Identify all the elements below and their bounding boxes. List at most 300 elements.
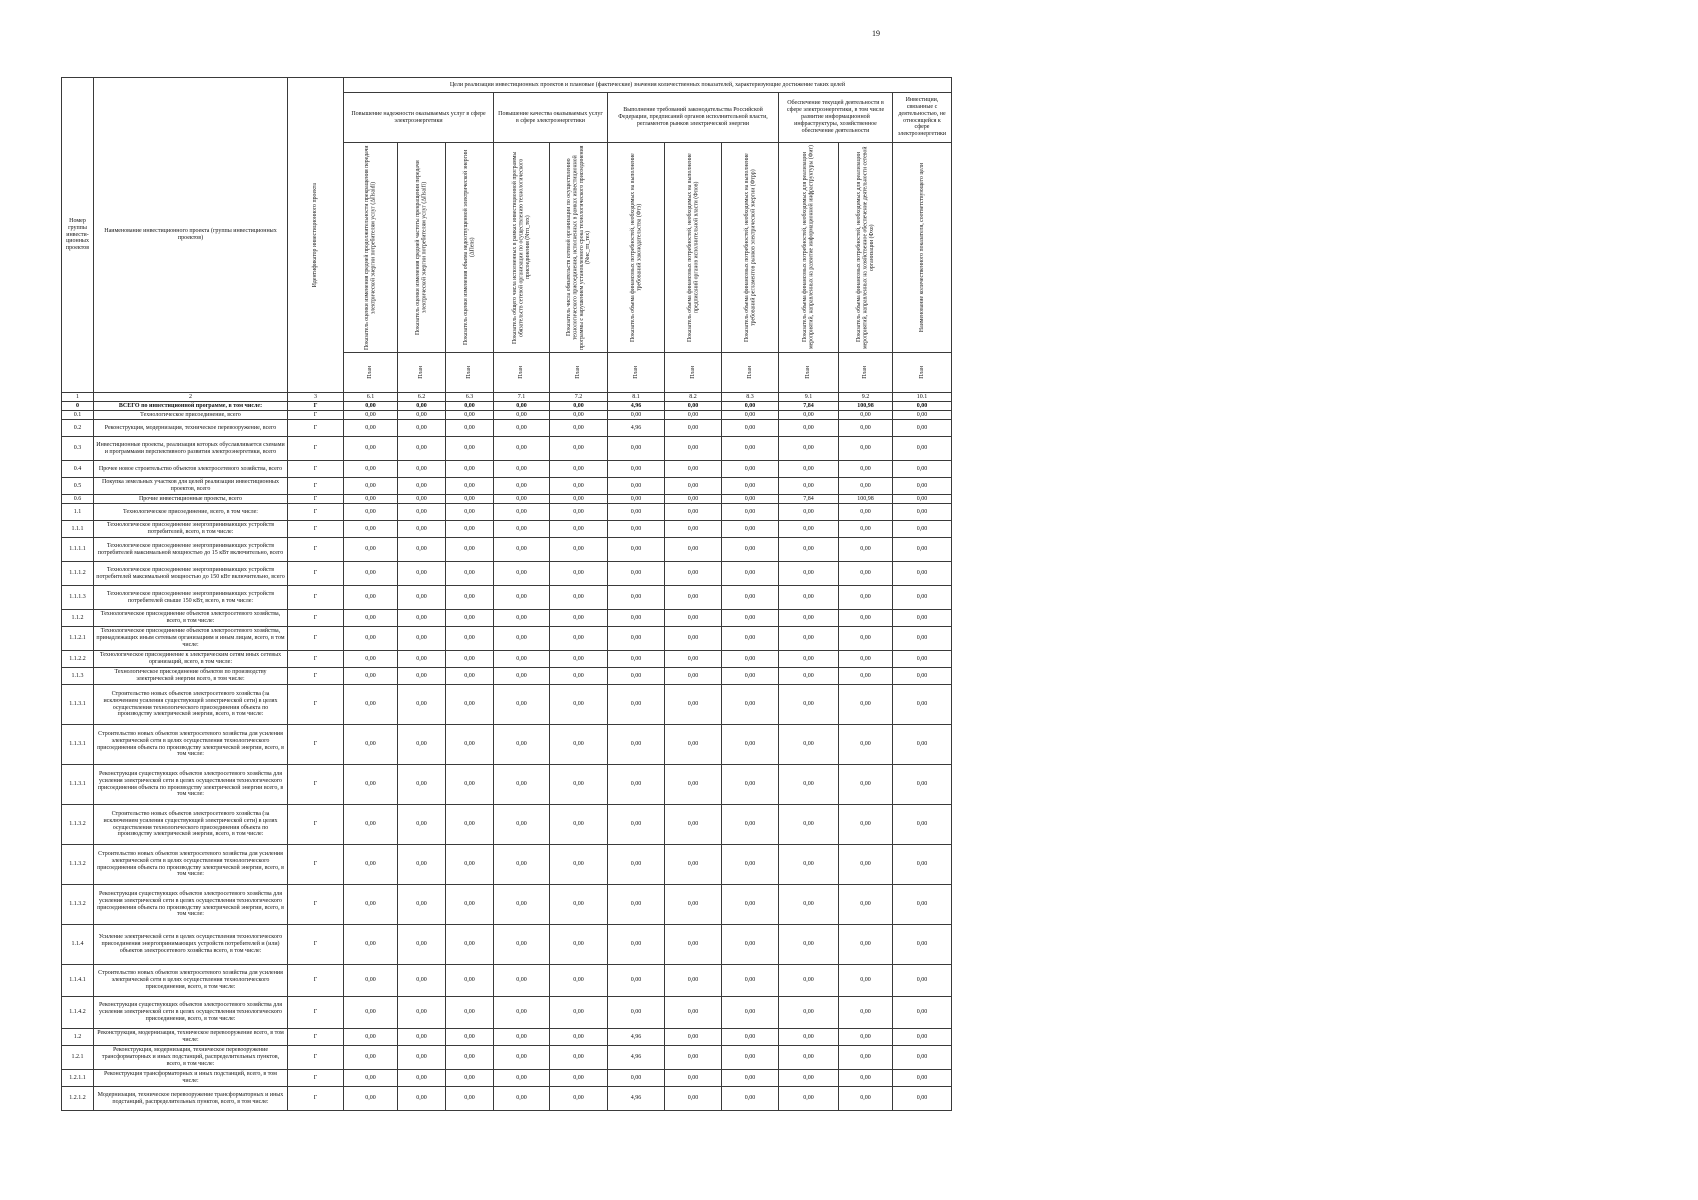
- row-value: 0,00: [839, 845, 893, 885]
- column-number: 6.3: [446, 393, 494, 402]
- row-value: 0,00: [344, 651, 398, 668]
- row-project-id: Г: [288, 411, 344, 420]
- row-value: 0,00: [665, 845, 722, 885]
- header-plan-1: План: [344, 353, 398, 393]
- row-value: 0,00: [608, 504, 665, 521]
- row-value: 0,00: [344, 885, 398, 925]
- row-value: 0,00: [665, 521, 722, 538]
- row-value: 0,00: [608, 845, 665, 885]
- row-value: 0,00: [722, 538, 779, 562]
- row-value: 0,00: [550, 997, 608, 1029]
- row-value: 0,00: [839, 925, 893, 965]
- header-indicator-1: Показатель оценки изменения средней продолжительности прекращения передачи электрической энергии потребителям услуг (ΔПsaidi): [344, 143, 398, 353]
- row-value: 0,00: [722, 765, 779, 805]
- table-row: [62, 627, 952, 651]
- row-value: 0,00: [893, 562, 952, 586]
- row-value: 0,00: [494, 411, 550, 420]
- row-value: 0,00: [722, 685, 779, 725]
- row-value: 4,96: [608, 420, 665, 437]
- row-value: 0,00: [722, 586, 779, 610]
- row-value: 0,00: [494, 538, 550, 562]
- row-project-id: Г: [288, 478, 344, 495]
- row-value: 0,00: [893, 538, 952, 562]
- row-value: 0,00: [446, 805, 494, 845]
- row-value: 0,00: [779, 725, 839, 765]
- row-value: 0,00: [446, 495, 494, 504]
- row-value: 0,00: [494, 504, 550, 521]
- row-value: 0,00: [665, 805, 722, 845]
- row-value: 0,00: [550, 1029, 608, 1046]
- row-value: 0,00: [608, 651, 665, 668]
- row-value: 0,00: [779, 885, 839, 925]
- row-value: 0,00: [893, 411, 952, 420]
- row-number: 1.1.3.2: [62, 845, 94, 885]
- row-value: 0,00: [893, 885, 952, 925]
- row-project-name: Усиление электрической сети в целях осуществления технологического присоединения энергопринимающих устройств потребителей и (или) объектов электросетевого хозяйства всего, в том числе:: [94, 925, 288, 965]
- header-plan-11: План: [893, 353, 952, 393]
- row-value: 0,00: [722, 437, 779, 461]
- row-value: 0,00: [665, 997, 722, 1029]
- row-value: 0,00: [494, 1070, 550, 1087]
- row-project-id: Г: [288, 805, 344, 845]
- row-value: 0,00: [779, 997, 839, 1029]
- row-value: 0,00: [550, 925, 608, 965]
- row-project-id: Г: [288, 437, 344, 461]
- row-number: 0.6: [62, 495, 94, 504]
- row-value: 0,00: [608, 965, 665, 997]
- row-value: 0,00: [608, 885, 665, 925]
- row-value: 0,00: [550, 411, 608, 420]
- row-value: 0,00: [722, 627, 779, 651]
- row-value: 0,00: [893, 495, 952, 504]
- row-value: 0,00: [550, 521, 608, 538]
- row-project-id: Г: [288, 725, 344, 765]
- row-project-name: Технологическое присоединение объектов по производству электрической энергии всего, в том числе:: [94, 668, 288, 685]
- row-project-name: Покупка земельных участков для целей реализации инвестиционных проектов, всего: [94, 478, 288, 495]
- row-value: 0,00: [344, 668, 398, 685]
- row-value: 0,00: [665, 1087, 722, 1111]
- row-value: 0,00: [398, 402, 446, 411]
- row-value: 0,00: [665, 538, 722, 562]
- row-value: 0,00: [722, 504, 779, 521]
- header-group-legislation: Выполнение требований законодательства Российской Федерации, предписаний органов исполнительной власти, регламентов рынков электрической энергии: [608, 93, 779, 143]
- row-value: 0,00: [608, 627, 665, 651]
- row-value: 0,00: [398, 538, 446, 562]
- row-project-name: ВСЕГО по инвестиционной программе, в том числе:: [94, 402, 288, 411]
- row-value: 0,00: [550, 1087, 608, 1111]
- table-row: [62, 437, 952, 461]
- row-value: 0,00: [893, 805, 952, 845]
- row-value: 0,00: [494, 420, 550, 437]
- row-value: 0,00: [839, 478, 893, 495]
- row-value: 0,00: [494, 1029, 550, 1046]
- row-project-id: Г: [288, 685, 344, 725]
- header-indicator-4: Показатель общего числа исполненных в рамках инвестиционной программы обязательств сетевой организации по осуществлению технологического присоединения (Nтп_тех): [494, 143, 550, 353]
- row-value: 4,96: [608, 1087, 665, 1111]
- table-row: [62, 845, 952, 885]
- row-project-name: Технологическое присоединение энергопринимающих устройств потребителей максимальной мощностью до 15 кВт включительно, всего: [94, 538, 288, 562]
- column-number: 6.2: [398, 393, 446, 402]
- row-project-id: Г: [288, 562, 344, 586]
- row-value: 0,00: [398, 885, 446, 925]
- row-value: 0,00: [665, 420, 722, 437]
- row-value: 0,00: [446, 538, 494, 562]
- row-value: 0,00: [344, 495, 398, 504]
- row-project-id: Г: [288, 495, 344, 504]
- table-row: [62, 562, 952, 586]
- row-value: 0,00: [722, 1087, 779, 1111]
- row-value: 0,00: [344, 461, 398, 478]
- table-row: [62, 521, 952, 538]
- header-group-operations: Обеспечение текущей деятельности в сфере электроэнергетики, в том числе развитие информационной инфраструктуры, хозяйственное обеспечение деятельности: [779, 93, 893, 143]
- row-value: 0,00: [722, 1046, 779, 1070]
- header-indicator-6: Показатель объема финансовых потребностей, необходимых на выполнение требований законодательства (Фтз): [608, 143, 665, 353]
- row-project-name: Технологическое присоединение энергопринимающих устройств потребителей, всего, в том числе:: [94, 521, 288, 538]
- row-value: 0,00: [893, 1087, 952, 1111]
- column-number: 8.1: [608, 393, 665, 402]
- row-value: 7,84: [779, 495, 839, 504]
- row-value: 0,00: [665, 411, 722, 420]
- column-number: 9.2: [839, 393, 893, 402]
- row-value: 0,00: [722, 805, 779, 845]
- row-number: 1.1.2.2: [62, 651, 94, 668]
- row-value: 0,00: [839, 538, 893, 562]
- row-value: 0,00: [608, 805, 665, 845]
- row-value: 0,00: [494, 437, 550, 461]
- header-plan-2: План: [398, 353, 446, 393]
- row-value: 0,00: [446, 1046, 494, 1070]
- row-value: 0,00: [398, 1070, 446, 1087]
- table-row: [62, 1029, 952, 1046]
- row-value: 0,00: [665, 504, 722, 521]
- row-value: 0,00: [494, 651, 550, 668]
- row-value: 0,00: [344, 504, 398, 521]
- row-project-name: Технологическое присоединение, всего, в том числе:: [94, 504, 288, 521]
- row-number: 1.1.3.1: [62, 725, 94, 765]
- row-value: 0,00: [779, 805, 839, 845]
- row-value: 0,00: [550, 1070, 608, 1087]
- row-value: 0,00: [344, 1046, 398, 1070]
- row-project-name: Реконструкция, модернизация, техническое перевооружение, всего: [94, 420, 288, 437]
- table-row: [62, 402, 952, 411]
- row-value: 0,00: [839, 885, 893, 925]
- row-value: 0,00: [550, 668, 608, 685]
- row-number: 0.4: [62, 461, 94, 478]
- row-value: 100,98: [839, 495, 893, 504]
- row-value: 100,98: [839, 402, 893, 411]
- row-value: 4,96: [608, 402, 665, 411]
- row-value: 0,00: [344, 805, 398, 845]
- row-value: 0,00: [550, 586, 608, 610]
- row-value: 0,00: [344, 1070, 398, 1087]
- row-value: 0,00: [344, 521, 398, 538]
- row-value: 4,96: [608, 1029, 665, 1046]
- row-value: 0,00: [398, 586, 446, 610]
- row-value: 0,00: [398, 668, 446, 685]
- row-project-id: Г: [288, 538, 344, 562]
- row-value: 0,00: [344, 437, 398, 461]
- row-value: 0,00: [550, 1046, 608, 1070]
- row-value: 0,00: [779, 1070, 839, 1087]
- column-number: 1: [62, 393, 94, 402]
- row-value: 0,00: [550, 437, 608, 461]
- row-value: 0,00: [550, 610, 608, 627]
- column-number: 2: [94, 393, 288, 402]
- row-value: 0,00: [398, 627, 446, 651]
- row-value: 0,00: [839, 1046, 893, 1070]
- row-value: 0,00: [665, 1046, 722, 1070]
- row-value: 0,00: [779, 586, 839, 610]
- table-row: [62, 765, 952, 805]
- table-row: [62, 586, 952, 610]
- row-value: 0,00: [893, 504, 952, 521]
- row-project-name: Инвестиционные проекты, реализация которых обуславливается схемами и программами перспективного развития электроэнергетики, всего: [94, 437, 288, 461]
- row-value: 0,00: [839, 651, 893, 668]
- row-value: 0,00: [398, 1087, 446, 1111]
- table-row: [62, 805, 952, 845]
- row-project-name: Технологическое присоединение энергопринимающих устройств потребителей максимальной мощностью до 150 кВт включительно, всего: [94, 562, 288, 586]
- row-value: 0,00: [839, 1070, 893, 1087]
- row-number: 1.1.1: [62, 521, 94, 538]
- row-value: 0,00: [344, 965, 398, 997]
- row-value: 0,00: [550, 402, 608, 411]
- row-value: 0,00: [839, 461, 893, 478]
- column-number: 9.1: [779, 393, 839, 402]
- row-value: 0,00: [550, 495, 608, 504]
- table-row: [62, 478, 952, 495]
- row-value: 0,00: [893, 1070, 952, 1087]
- row-project-id: Г: [288, 668, 344, 685]
- row-value: 0,00: [893, 997, 952, 1029]
- row-value: 0,00: [893, 965, 952, 997]
- row-value: 0,00: [893, 685, 952, 725]
- row-value: 0,00: [665, 725, 722, 765]
- header-plan-7: План: [665, 353, 722, 393]
- row-value: 0,00: [446, 668, 494, 685]
- row-value: 0,00: [839, 668, 893, 685]
- row-value: 0,00: [893, 478, 952, 495]
- row-value: 0,00: [722, 965, 779, 997]
- row-number: 1.1.2: [62, 610, 94, 627]
- row-value: 0,00: [398, 610, 446, 627]
- row-project-id: Г: [288, 1046, 344, 1070]
- header-indicator-11: Наименование количественного показателя, соответствующего цели: [893, 143, 952, 353]
- row-number: 0.5: [62, 478, 94, 495]
- row-project-id: Г: [288, 402, 344, 411]
- row-value: 0,00: [344, 997, 398, 1029]
- row-project-id: Г: [288, 627, 344, 651]
- row-project-name: Прочее новое строительство объектов электросетевого хозяйства, всего: [94, 461, 288, 478]
- row-value: 0,00: [779, 627, 839, 651]
- row-value: 0,00: [779, 685, 839, 725]
- row-value: 0,00: [839, 420, 893, 437]
- row-project-id: Г: [288, 1029, 344, 1046]
- header-plan-10: План: [839, 353, 893, 393]
- row-value: 0,00: [550, 965, 608, 997]
- table-row: [62, 538, 952, 562]
- row-project-name: Строительство новых объектов электросетевого хозяйства для усиления электрической сети в целях осуществления технологического присоединения объекта по производству электрической энергии, всего, в том числе:: [94, 725, 288, 765]
- row-value: 0,00: [344, 402, 398, 411]
- row-value: 0,00: [893, 725, 952, 765]
- header-plan-5: План: [550, 353, 608, 393]
- row-value: 0,00: [779, 504, 839, 521]
- row-value: 0,00: [779, 1029, 839, 1046]
- row-value: 0,00: [722, 420, 779, 437]
- row-value: 0,00: [550, 420, 608, 437]
- row-value: 0,00: [608, 925, 665, 965]
- row-value: 0,00: [398, 461, 446, 478]
- row-project-name: Модернизация, техническое перевооружение трансформаторных и иных подстанций, распределительных пунктов, всего, в том числе:: [94, 1087, 288, 1111]
- row-value: 0,00: [398, 504, 446, 521]
- row-value: 0,00: [722, 610, 779, 627]
- row-value: 0,00: [446, 521, 494, 538]
- row-value: 0,00: [722, 521, 779, 538]
- row-value: 0,00: [722, 885, 779, 925]
- row-value: 0,00: [344, 845, 398, 885]
- row-value: 0,00: [446, 610, 494, 627]
- row-value: 0,00: [839, 685, 893, 725]
- row-number: 1.1.3: [62, 668, 94, 685]
- row-value: 0,00: [494, 997, 550, 1029]
- row-value: 0,00: [344, 562, 398, 586]
- row-value: 0,00: [779, 437, 839, 461]
- row-value: 0,00: [665, 586, 722, 610]
- row-value: 0,00: [398, 845, 446, 885]
- row-value: 0,00: [665, 1070, 722, 1087]
- row-value: 0,00: [446, 885, 494, 925]
- row-value: 0,00: [893, 925, 952, 965]
- row-value: 0,00: [839, 1029, 893, 1046]
- row-number: 1.1.1.2: [62, 562, 94, 586]
- header-plan-9: План: [779, 353, 839, 393]
- row-value: 0,00: [550, 538, 608, 562]
- header-project-name: Наименование инвестиционного проекта (группы инвестиционных проектов): [94, 78, 288, 393]
- row-project-name: Реконструкция существующих объектов электросетевого хозяйства для усиления электрической сети в целях осуществления технологического присоединения, всего, в том числе:: [94, 997, 288, 1029]
- row-value: 0,00: [608, 685, 665, 725]
- table-row: [62, 997, 952, 1029]
- row-value: 0,00: [550, 461, 608, 478]
- row-project-name: Строительство новых объектов электросетевого хозяйства для усиления электрической сети в целях осуществления технологического присоединения объекта по производству электрической энергии, всего, в том числе:: [94, 845, 288, 885]
- row-project-id: Г: [288, 461, 344, 478]
- row-value: 0,00: [893, 610, 952, 627]
- row-value: 0,00: [494, 495, 550, 504]
- row-project-id: Г: [288, 925, 344, 965]
- row-value: 0,00: [494, 586, 550, 610]
- table-row: [62, 495, 952, 504]
- column-number: 6.1: [344, 393, 398, 402]
- row-value: 0,00: [779, 1046, 839, 1070]
- row-value: 0,00: [839, 627, 893, 651]
- row-value: 0,00: [446, 586, 494, 610]
- row-number: 0: [62, 402, 94, 411]
- row-project-id: Г: [288, 521, 344, 538]
- row-value: 0,00: [722, 461, 779, 478]
- row-value: 0,00: [344, 610, 398, 627]
- row-number: 0.1: [62, 411, 94, 420]
- row-value: 0,00: [665, 562, 722, 586]
- row-value: 0,00: [665, 402, 722, 411]
- row-value: 0,00: [494, 610, 550, 627]
- header-indicator-7: Показатель объема финансовых потребностей, необходимых на выполнение предписаний органов исполнительной власти (Фпов): [665, 143, 722, 353]
- row-number: 1.1.3.2: [62, 885, 94, 925]
- row-value: 0,00: [839, 725, 893, 765]
- row-value: 0,00: [494, 668, 550, 685]
- table-row: [62, 668, 952, 685]
- row-number: 1.1.3.2: [62, 805, 94, 845]
- row-value: 0,00: [779, 610, 839, 627]
- page-number: 19: [872, 29, 880, 38]
- table-row: [62, 885, 952, 925]
- row-value: 0,00: [608, 562, 665, 586]
- row-number: 1.1.4.2: [62, 997, 94, 1029]
- row-value: 0,00: [665, 610, 722, 627]
- header-plan-6: План: [608, 353, 665, 393]
- row-value: 0,00: [839, 805, 893, 845]
- row-value: 0,00: [839, 997, 893, 1029]
- row-value: 0,00: [608, 668, 665, 685]
- row-value: 0,00: [344, 1087, 398, 1111]
- row-value: 0,00: [446, 845, 494, 885]
- row-value: 0,00: [779, 420, 839, 437]
- row-value: 0,00: [344, 725, 398, 765]
- row-value: 0,00: [779, 411, 839, 420]
- row-value: 0,00: [722, 651, 779, 668]
- row-value: 0,00: [550, 765, 608, 805]
- row-number: 0.2: [62, 420, 94, 437]
- row-value: 0,00: [779, 562, 839, 586]
- row-value: 0,00: [893, 420, 952, 437]
- row-value: 0,00: [722, 1029, 779, 1046]
- row-project-name: Строительство новых объектов электросетевого хозяйства (за исключением усиления существующей электрической сети) в целях осуществления технологического присоединения объекта по производству электрической энергии, всего, в том числе:: [94, 685, 288, 725]
- row-value: 0,00: [839, 610, 893, 627]
- row-project-id: Г: [288, 997, 344, 1029]
- row-value: 0,00: [446, 651, 494, 668]
- row-value: 0,00: [344, 765, 398, 805]
- row-value: 0,00: [839, 965, 893, 997]
- header-indicator-8: Показатель объема финансовых потребностей, необходимых на выполнение требований регламентов рынков электрической энергии (Фтрр): [722, 143, 779, 353]
- row-value: 0,00: [893, 437, 952, 461]
- investment-indicators-table: [61, 77, 952, 1111]
- row-value: 0,00: [722, 997, 779, 1029]
- table-row: [62, 1070, 952, 1087]
- row-project-id: Г: [288, 651, 344, 668]
- row-value: 0,00: [446, 965, 494, 997]
- row-value: 0,00: [446, 685, 494, 725]
- row-value: 0,00: [494, 685, 550, 725]
- row-value: 0,00: [446, 627, 494, 651]
- row-project-name: Строительство новых объектов электросетевого хозяйства для усиления электрической сети в целях осуществления технологического присоединения, всего, в том числе:: [94, 965, 288, 997]
- row-value: 0,00: [665, 685, 722, 725]
- row-value: 0,00: [398, 411, 446, 420]
- row-value: 0,00: [839, 1087, 893, 1111]
- row-project-id: Г: [288, 610, 344, 627]
- row-value: 0,00: [550, 478, 608, 495]
- column-number: 8.3: [722, 393, 779, 402]
- row-value: 0,00: [893, 461, 952, 478]
- row-value: 0,00: [550, 651, 608, 668]
- row-value: 0,00: [446, 1029, 494, 1046]
- header-goals-title: Цели реализации инвестиционных проектов и плановые (фактические) значения количественных показателей, характеризующие достижение таких целей: [344, 78, 952, 93]
- row-project-name: Строительство новых объектов электросетевого хозяйства (за исключением усиления существующей электрической сети) в целях осуществления технологического присоединения объекта по производству электрической энергии, всего, в том числе:: [94, 805, 288, 845]
- header-indicator-10: Показатель объема финансовых потребностей, необходимых для реализации мероприятий, направленных на хозяйственное обеспечение деятельности сетевой организации (Фхо): [839, 143, 893, 353]
- row-value: 0,00: [446, 562, 494, 586]
- row-project-id: Г: [288, 965, 344, 997]
- row-value: 0,00: [893, 651, 952, 668]
- row-value: 0,00: [446, 765, 494, 805]
- header-indicator-9: Показатель объема финансовых потребностей, необходимых для реализации мероприятий, направленных на развитие информационной инфраструктуры (Фит): [779, 143, 839, 353]
- row-value: 0,00: [550, 685, 608, 725]
- row-number: 1.2.1: [62, 1046, 94, 1070]
